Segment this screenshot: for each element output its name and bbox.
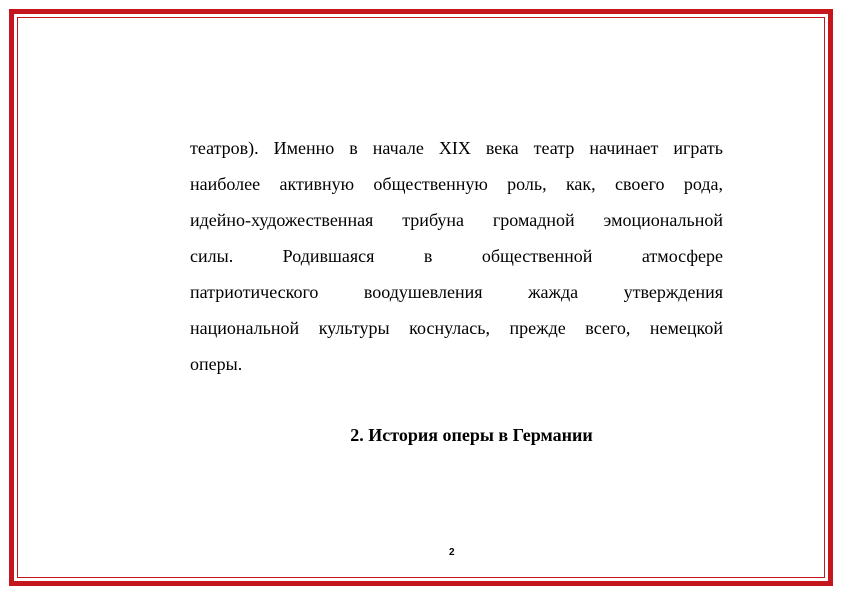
paragraph-line: силы. Родившаяся в общественной атмосфере	[190, 246, 723, 266]
paragraph-line: патриотического воодушевления жажда утверждения	[190, 282, 723, 302]
section-heading: 2. История оперы в Германии	[350, 425, 593, 445]
paragraph-line: оперы.	[190, 354, 243, 374]
page-number: 2	[449, 547, 455, 558]
body-paragraph	[190, 133, 723, 385]
paragraph-line: наиболее активную общественную роль, как, своего рода,	[190, 174, 723, 194]
paragraph-line: театров). Именно в начале XIX века театр начинает играть	[190, 138, 723, 158]
paragraph-line: идейно-художественная трибуна громадной эмоциональной	[190, 210, 723, 230]
paragraph-line: национальной культуры коснулась, прежде всего, немецкой	[190, 318, 723, 338]
